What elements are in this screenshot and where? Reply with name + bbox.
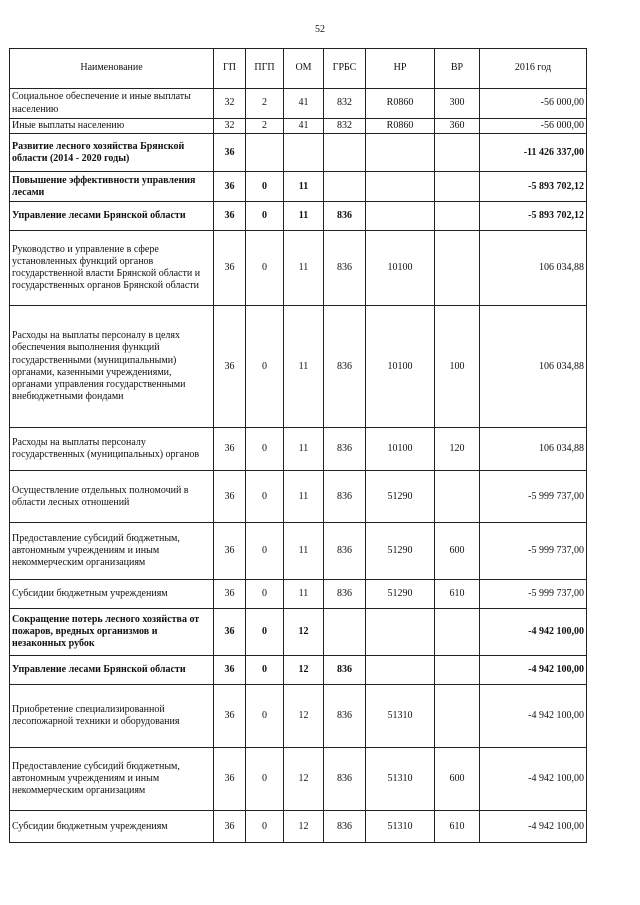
row-gp-cell: 36 <box>214 811 246 843</box>
row-gp-cell: 36 <box>214 471 246 523</box>
row-ppgp-cell: 0 <box>246 428 284 471</box>
row-ppgp-cell: 0 <box>246 471 284 523</box>
table-row <box>10 202 587 231</box>
row-name-cell: Расходы на выплаты персоналу в целях обеспечения выполнения функций государственными (муниципальными) органами, казенными учреждениями, органами управления государственными внебюджетными фондами <box>10 306 214 428</box>
table-row <box>10 231 587 306</box>
row-vr-cell: 610 <box>435 811 480 843</box>
row-ppgp-cell: 2 <box>246 89 284 119</box>
row-om-cell: 11 <box>284 306 324 428</box>
row-amount-cell: -5 893 702,12 <box>480 172 587 202</box>
row-amount-cell: -5 999 737,00 <box>480 580 587 609</box>
row-amount-cell: -11 426 337,00 <box>480 134 587 172</box>
row-gp-cell: 36 <box>214 580 246 609</box>
header-year: 2016 год <box>480 49 587 89</box>
row-ppgp-cell: 2 <box>246 119 284 134</box>
row-name-cell: Иные выплаты населению <box>10 119 214 134</box>
row-grbs-cell: 836 <box>324 471 366 523</box>
row-vr-cell: 100 <box>435 306 480 428</box>
row-gp-cell: 36 <box>214 134 246 172</box>
row-ppgp-cell <box>246 134 284 172</box>
row-nr-cell: 51310 <box>366 748 435 811</box>
budget-table <box>9 48 587 843</box>
row-name-cell: Субсидии бюджетным учреждениям <box>10 811 214 843</box>
row-grbs-cell: 836 <box>324 306 366 428</box>
row-gp-cell: 36 <box>214 609 246 656</box>
row-grbs-cell: 836 <box>324 656 366 685</box>
row-name-cell: Приобретение специализированной лесопожарной техники и оборудования <box>10 685 214 748</box>
row-om-cell: 41 <box>284 119 324 134</box>
row-amount-cell: -4 942 100,00 <box>480 748 587 811</box>
table-row <box>10 523 587 580</box>
header-row <box>10 49 587 89</box>
row-amount-cell: -5 999 737,00 <box>480 471 587 523</box>
row-gp-cell: 36 <box>214 685 246 748</box>
row-om-cell: 11 <box>284 580 324 609</box>
row-amount-cell: -5 893 702,12 <box>480 202 587 231</box>
table-row <box>10 119 587 134</box>
table-row <box>10 428 587 471</box>
row-gp-cell: 36 <box>214 172 246 202</box>
header-grbs: ГРБС <box>324 49 366 89</box>
page-number: 52 <box>315 24 325 35</box>
row-om-cell: 12 <box>284 811 324 843</box>
table-row <box>10 471 587 523</box>
row-nr-cell: 51310 <box>366 685 435 748</box>
row-vr-cell: 120 <box>435 428 480 471</box>
row-name-cell: Предоставление субсидий бюджетным, автономным учреждениям и иным некоммерческим организациям <box>10 523 214 580</box>
row-grbs-cell: 836 <box>324 580 366 609</box>
row-om-cell: 11 <box>284 172 324 202</box>
row-grbs-cell <box>324 172 366 202</box>
row-om-cell: 11 <box>284 202 324 231</box>
header-gp: ГП <box>214 49 246 89</box>
row-gp-cell: 36 <box>214 202 246 231</box>
row-amount-cell: -4 942 100,00 <box>480 609 587 656</box>
row-ppgp-cell: 0 <box>246 231 284 306</box>
row-amount-cell: -4 942 100,00 <box>480 685 587 748</box>
row-ppgp-cell: 0 <box>246 172 284 202</box>
row-om-cell: 11 <box>284 471 324 523</box>
row-vr-cell <box>435 172 480 202</box>
row-grbs-cell: 836 <box>324 523 366 580</box>
row-name-cell: Повышение эффективности управления лесами <box>10 172 214 202</box>
row-gp-cell: 36 <box>214 231 246 306</box>
row-ppgp-cell: 0 <box>246 685 284 748</box>
row-om-cell: 12 <box>284 685 324 748</box>
row-grbs-cell: 836 <box>324 811 366 843</box>
header-name: Наименование <box>10 49 214 89</box>
row-amount-cell: -56 000,00 <box>480 119 587 134</box>
row-vr-cell: 300 <box>435 89 480 119</box>
row-vr-cell <box>435 134 480 172</box>
row-ppgp-cell: 0 <box>246 523 284 580</box>
row-grbs-cell: 832 <box>324 119 366 134</box>
row-gp-cell: 36 <box>214 428 246 471</box>
row-amount-cell: 106 034,88 <box>480 306 587 428</box>
table-row <box>10 748 587 811</box>
row-vr-cell: 600 <box>435 748 480 811</box>
row-om-cell <box>284 134 324 172</box>
row-nr-cell: 51310 <box>366 811 435 843</box>
row-vr-cell <box>435 609 480 656</box>
row-gp-cell: 36 <box>214 306 246 428</box>
row-amount-cell: 106 034,88 <box>480 428 587 471</box>
row-om-cell: 12 <box>284 656 324 685</box>
row-nr-cell: R0860 <box>366 119 435 134</box>
row-om-cell: 11 <box>284 231 324 306</box>
row-amount-cell: -4 942 100,00 <box>480 811 587 843</box>
row-nr-cell: 51290 <box>366 580 435 609</box>
row-om-cell: 11 <box>284 428 324 471</box>
table-row <box>10 609 587 656</box>
row-grbs-cell: 836 <box>324 231 366 306</box>
row-ppgp-cell: 0 <box>246 609 284 656</box>
row-vr-cell: 610 <box>435 580 480 609</box>
row-nr-cell <box>366 202 435 231</box>
row-nr-cell: R0860 <box>366 89 435 119</box>
row-name-cell: Управление лесами Брянской области <box>10 656 214 685</box>
row-ppgp-cell: 0 <box>246 202 284 231</box>
row-amount-cell: 106 034,88 <box>480 231 587 306</box>
row-grbs-cell <box>324 134 366 172</box>
row-gp-cell: 36 <box>214 523 246 580</box>
row-name-cell: Предоставление субсидий бюджетным, автономным учреждениям и иным некоммерческим организациям <box>10 748 214 811</box>
row-name-cell: Сокращение потерь лесного хозяйства от пожаров, вредных организмов и незаконных рубок <box>10 609 214 656</box>
row-nr-cell <box>366 656 435 685</box>
row-vr-cell: 360 <box>435 119 480 134</box>
table-row <box>10 172 587 202</box>
row-name-cell: Развитие лесного хозяйства Брянской области (2014 - 2020 годы) <box>10 134 214 172</box>
row-grbs-cell: 836 <box>324 748 366 811</box>
row-vr-cell <box>435 471 480 523</box>
table-row <box>10 580 587 609</box>
row-grbs-cell <box>324 609 366 656</box>
row-nr-cell: 10100 <box>366 306 435 428</box>
row-ppgp-cell: 0 <box>246 306 284 428</box>
table-row <box>10 656 587 685</box>
row-grbs-cell: 832 <box>324 89 366 119</box>
row-grbs-cell: 836 <box>324 428 366 471</box>
row-gp-cell: 32 <box>214 119 246 134</box>
row-name-cell: Социальное обеспечение и иные выплаты населению <box>10 89 214 119</box>
row-vr-cell <box>435 685 480 748</box>
table-row <box>10 811 587 843</box>
row-amount-cell: -56 000,00 <box>480 89 587 119</box>
row-amount-cell: -4 942 100,00 <box>480 656 587 685</box>
row-name-cell: Осуществление отдельных полномочий в области лесных отношений <box>10 471 214 523</box>
row-amount-cell: -5 999 737,00 <box>480 523 587 580</box>
row-om-cell: 41 <box>284 89 324 119</box>
row-nr-cell: 51290 <box>366 471 435 523</box>
row-nr-cell <box>366 134 435 172</box>
row-gp-cell: 36 <box>214 748 246 811</box>
row-nr-cell <box>366 609 435 656</box>
row-gp-cell: 36 <box>214 656 246 685</box>
row-name-cell: Расходы на выплаты персоналу государственных (муниципальных) органов <box>10 428 214 471</box>
row-nr-cell: 51290 <box>366 523 435 580</box>
row-gp-cell: 32 <box>214 89 246 119</box>
row-grbs-cell: 836 <box>324 685 366 748</box>
row-name-cell: Управление лесами Брянской области <box>10 202 214 231</box>
header-nr: НР <box>366 49 435 89</box>
table-row <box>10 134 587 172</box>
row-name-cell: Субсидии бюджетным учреждениям <box>10 580 214 609</box>
row-name-cell: Руководство и управление в сфере установленных функций органов государственной власти Брянской области и государственных органов Брянской области <box>10 231 214 306</box>
row-nr-cell: 10100 <box>366 428 435 471</box>
row-nr-cell <box>366 172 435 202</box>
row-om-cell: 11 <box>284 523 324 580</box>
header-ppgp: ПГП <box>246 49 284 89</box>
row-vr-cell <box>435 656 480 685</box>
row-om-cell: 12 <box>284 609 324 656</box>
header-om: ОМ <box>284 49 324 89</box>
row-ppgp-cell: 0 <box>246 656 284 685</box>
row-nr-cell: 10100 <box>366 231 435 306</box>
table-row <box>10 89 587 119</box>
table-body <box>10 89 587 843</box>
table-row <box>10 306 587 428</box>
row-ppgp-cell: 0 <box>246 748 284 811</box>
row-ppgp-cell: 0 <box>246 580 284 609</box>
row-vr-cell <box>435 231 480 306</box>
header-vr: ВР <box>435 49 480 89</box>
row-om-cell: 12 <box>284 748 324 811</box>
table-row <box>10 685 587 748</box>
row-ppgp-cell: 0 <box>246 811 284 843</box>
row-vr-cell <box>435 202 480 231</box>
row-vr-cell: 600 <box>435 523 480 580</box>
row-grbs-cell: 836 <box>324 202 366 231</box>
